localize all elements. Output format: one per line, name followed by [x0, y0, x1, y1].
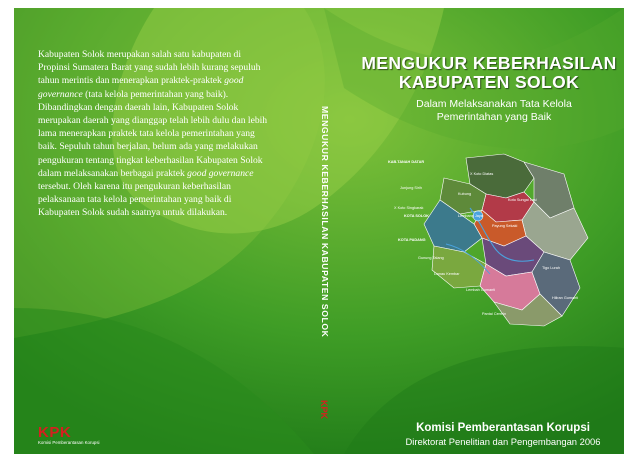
map-label: KAB.TANAH DATAR: [388, 160, 425, 164]
book-cover: [14, 8, 624, 454]
front-title-line2: KABUPATEN SOLOK: [398, 72, 580, 92]
kpk-logo-mark: [38, 426, 100, 440]
map-label: Tigo Lurah: [542, 266, 561, 270]
publisher-block: [388, 421, 618, 448]
front-subtitle: [374, 98, 614, 124]
map-label: KOTA SOLOK: [404, 214, 429, 218]
kpk-logo-text: KPK: [38, 424, 72, 441]
paragraph-part-italic: good governance: [38, 75, 244, 100]
publisher-org: Komisi Pemberantasan Korupsi: [416, 422, 590, 434]
paragraph-part: tersebut. Oleh karena itu pengukuran keberhasilan pelaksanaan tata kelola pemerintahan yang baik di Kabupaten Solok sudah saatnya untuk dilakukan.: [38, 181, 232, 219]
back-cover-paragraph: [38, 48, 273, 220]
map-label: Kubung: [458, 192, 472, 196]
map-label: Hiliran Gumanti: [552, 296, 579, 300]
paragraph-part-italic: good governance: [187, 167, 254, 179]
publisher-dept: Direktorat Penelitian dan Pengembangan 2006: [405, 436, 601, 447]
map-label: Payung Sekaki: [492, 224, 518, 228]
paragraph-part: (tata kelola pemerintahan yang baik). Dibandingkan dengan daerah lain, Kabupaten Solok merupakan daerah yang dianggap telah lebih dulu dan lebih lama menerapkan praktek tata kelola pemerintahan yang baik. Sepuluh tahun berjalan, belum ada yang melakukan pengukuran tentang tingkat keberhasilan Kabupaten Solok dalam melaksanakan berbagai praktek: [38, 88, 268, 179]
map-label: X Koto Singkarak: [394, 206, 424, 210]
front-title-line1: MENGUKUR KEBERHASILAN: [361, 53, 617, 73]
map-label: Danau Kembar: [434, 272, 460, 276]
spine-logo-text: KPK: [319, 400, 329, 420]
map-label: Junjung Sirih: [400, 186, 422, 190]
map-label: X Koto Diatas: [470, 172, 494, 176]
front-subtitle-line1: Dalam Melaksanakan Tata Kelola: [416, 98, 572, 110]
kpk-logo-spine: [317, 400, 329, 440]
map-label: Pantai Cermin: [482, 312, 507, 316]
map-label: Lembah Gumanti: [466, 288, 496, 292]
map-label: Gunung Talang: [418, 256, 444, 260]
spine-title: MENGUKUR KEBERHASILAN KABUPATEN SOLOK: [320, 106, 330, 338]
paragraph-part: Kabupaten Solok merupakan salah satu kabupaten di Propinsi Sumatera Barat yang sudah lebih kurang sepuluh tahun merintis dan menerapkan praktek-praktek: [38, 49, 261, 87]
map-label: KOTA PADANG: [398, 238, 426, 242]
front-subtitle-line2: Pemerintahan yang Baik: [436, 111, 552, 123]
kpk-logo-subtitle: Komisi Pemberantasan Korupsi: [38, 440, 100, 445]
map-label: Koto Sungai Lasi: [508, 198, 537, 202]
kpk-logo-back: [38, 426, 100, 446]
map-label: Lembang Jaya: [458, 214, 483, 218]
front-title: [354, 54, 624, 92]
